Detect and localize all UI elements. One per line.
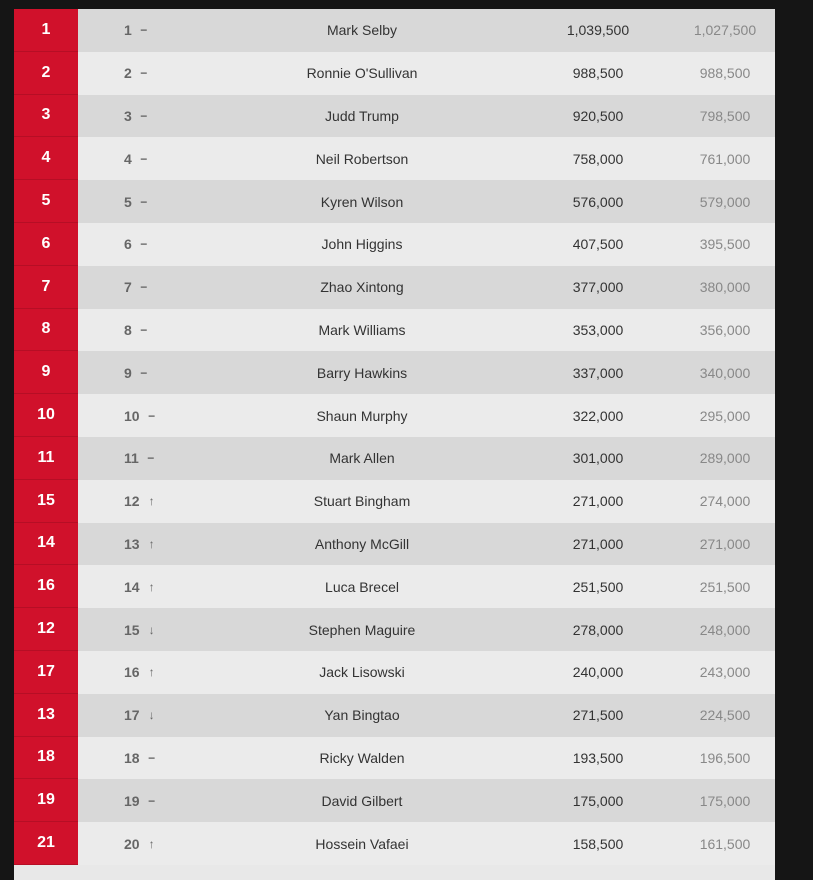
previous-points: 380,000 bbox=[699, 279, 751, 296]
previous-rank: 20 bbox=[124, 835, 140, 852]
previous-rank: 15 bbox=[124, 621, 140, 638]
current-rank: 12 bbox=[14, 608, 78, 651]
previous-points: 289,000 bbox=[699, 450, 751, 467]
previous-rank-cell bbox=[124, 351, 150, 394]
previous-points: 248,000 bbox=[699, 621, 751, 638]
row-cells bbox=[78, 223, 775, 266]
row-cells bbox=[78, 779, 775, 822]
ranking-points: 576,000 bbox=[572, 193, 624, 210]
ranking-points: 175,000 bbox=[572, 792, 624, 809]
trend-dash-icon: − bbox=[140, 194, 148, 209]
player-name[interactable]: Mark Selby bbox=[326, 22, 398, 39]
player-name[interactable]: Shaun Murphy bbox=[316, 407, 408, 424]
trend-dash-icon: − bbox=[140, 322, 148, 337]
previous-points: 271,000 bbox=[699, 535, 751, 552]
player-name[interactable]: Neil Robertson bbox=[315, 150, 409, 167]
table-row[interactable] bbox=[14, 137, 775, 180]
row-cells bbox=[78, 309, 775, 352]
ranking-points: 278,000 bbox=[572, 621, 624, 638]
current-rank: 3 bbox=[14, 95, 78, 138]
previous-rank-cell bbox=[124, 52, 150, 95]
row-cells bbox=[78, 137, 775, 180]
previous-rank: 8 bbox=[124, 321, 132, 338]
current-rank: 7 bbox=[14, 266, 78, 309]
ranking-points: 353,000 bbox=[572, 321, 624, 338]
player-name[interactable]: Ricky Walden bbox=[319, 749, 405, 766]
trend-dash-icon: − bbox=[140, 237, 148, 252]
trend-arrow-up-icon: ↑ bbox=[148, 579, 155, 594]
trend-arrow-down-icon: ↓ bbox=[148, 708, 155, 723]
trend-dash-icon: − bbox=[140, 280, 148, 295]
ranking-points: 407,500 bbox=[572, 236, 624, 253]
previous-rank-cell bbox=[124, 694, 158, 737]
row-cells bbox=[78, 52, 775, 95]
trend-dash-icon: − bbox=[140, 23, 148, 38]
row-cells bbox=[78, 694, 775, 737]
previous-rank: 17 bbox=[124, 707, 140, 724]
trend-dash-icon: − bbox=[148, 793, 156, 808]
row-cells bbox=[78, 608, 775, 651]
ranking-points: 271,000 bbox=[572, 493, 624, 510]
table-row[interactable] bbox=[14, 737, 775, 780]
row-cells bbox=[78, 651, 775, 694]
current-rank: 9 bbox=[14, 351, 78, 394]
table-row[interactable] bbox=[14, 180, 775, 223]
previous-rank-cell bbox=[124, 223, 150, 266]
ranking-points: 758,000 bbox=[572, 150, 624, 167]
previous-rank-cell bbox=[124, 565, 158, 608]
trend-dash-icon: − bbox=[140, 66, 148, 81]
current-rank: 18 bbox=[14, 737, 78, 780]
row-cells bbox=[78, 565, 775, 608]
current-rank: 16 bbox=[14, 565, 78, 608]
trend-dash-icon: − bbox=[148, 408, 156, 423]
previous-points: 224,500 bbox=[699, 707, 751, 724]
previous-rank-cell bbox=[124, 737, 158, 780]
table-row[interactable] bbox=[14, 437, 775, 480]
current-rank: 17 bbox=[14, 651, 78, 694]
previous-points: 243,000 bbox=[699, 664, 751, 681]
rankings-table bbox=[14, 0, 775, 880]
trend-dash-icon: − bbox=[140, 365, 148, 380]
previous-rank-cell bbox=[124, 779, 158, 822]
previous-rank: 9 bbox=[124, 364, 132, 381]
previous-points: 395,500 bbox=[699, 236, 751, 253]
previous-rank: 6 bbox=[124, 236, 132, 253]
table-row[interactable] bbox=[14, 565, 775, 608]
ranking-points: 322,000 bbox=[572, 407, 624, 424]
current-rank: 8 bbox=[14, 309, 78, 352]
table-row[interactable] bbox=[14, 9, 775, 52]
table-row[interactable] bbox=[14, 95, 775, 138]
previous-rank: 19 bbox=[124, 792, 140, 809]
previous-points: 340,000 bbox=[699, 364, 751, 381]
ranking-points: 240,000 bbox=[572, 664, 624, 681]
table-row[interactable] bbox=[14, 223, 775, 266]
previous-rank: 3 bbox=[124, 107, 132, 124]
trend-arrow-up-icon: ↑ bbox=[148, 494, 155, 509]
row-cells bbox=[78, 480, 775, 523]
previous-points: 356,000 bbox=[699, 321, 751, 338]
previous-points: 1,027,500 bbox=[693, 22, 757, 39]
previous-points: 175,000 bbox=[699, 792, 751, 809]
player-name[interactable]: Luca Brecel bbox=[325, 578, 399, 595]
current-rank: 19 bbox=[14, 779, 78, 822]
player-name[interactable]: Kyren Wilson bbox=[320, 193, 404, 210]
previous-rank: 10 bbox=[124, 407, 140, 424]
current-rank: 2 bbox=[14, 52, 78, 95]
previous-rank: 1 bbox=[124, 22, 132, 39]
table-row[interactable] bbox=[14, 52, 775, 95]
row-cells bbox=[78, 437, 775, 480]
trend-arrow-up-icon: ↑ bbox=[148, 536, 155, 551]
table-row[interactable] bbox=[14, 480, 775, 523]
current-rank: 21 bbox=[14, 822, 78, 865]
previous-points: 761,000 bbox=[699, 150, 751, 167]
previous-rank-cell bbox=[124, 9, 150, 52]
ranking-points: 158,500 bbox=[572, 835, 624, 852]
player-name[interactable]: Anthony McGill bbox=[314, 535, 410, 552]
table-row[interactable] bbox=[14, 694, 775, 737]
rankings-rows bbox=[14, 9, 775, 865]
trend-dash-icon: − bbox=[140, 108, 148, 123]
ranking-points: 301,000 bbox=[572, 450, 624, 467]
ranking-points: 377,000 bbox=[572, 279, 624, 296]
ranking-points: 337,000 bbox=[572, 364, 624, 381]
previous-rank-cell bbox=[124, 309, 150, 352]
table-row[interactable] bbox=[14, 523, 775, 566]
previous-points: 988,500 bbox=[699, 65, 751, 82]
previous-points: 295,000 bbox=[699, 407, 751, 424]
current-rank: 10 bbox=[14, 394, 78, 437]
table-row[interactable] bbox=[14, 309, 775, 352]
current-rank: 11 bbox=[14, 437, 78, 480]
previous-rank-cell bbox=[124, 394, 158, 437]
ranking-points: 1,039,500 bbox=[566, 22, 630, 39]
current-rank: 4 bbox=[14, 137, 78, 180]
previous-rank-cell bbox=[124, 95, 150, 138]
ranking-points: 271,500 bbox=[572, 707, 624, 724]
previous-rank: 16 bbox=[124, 664, 140, 681]
previous-rank: 4 bbox=[124, 150, 132, 167]
table-row[interactable] bbox=[14, 651, 775, 694]
previous-rank-cell bbox=[124, 437, 157, 480]
trend-arrow-down-icon: ↓ bbox=[148, 622, 155, 637]
player-name[interactable]: Jack Lisowski bbox=[319, 664, 405, 681]
table-row[interactable] bbox=[14, 608, 775, 651]
player-name[interactable]: Hossein Vafaei bbox=[315, 835, 409, 852]
current-rank: 5 bbox=[14, 180, 78, 223]
player-name[interactable]: Yan Bingtao bbox=[324, 707, 400, 724]
player-name[interactable]: Mark Williams bbox=[318, 321, 406, 338]
row-cells bbox=[78, 9, 775, 52]
previous-rank-cell bbox=[124, 822, 158, 865]
previous-points: 274,000 bbox=[699, 493, 751, 510]
row-cells bbox=[78, 180, 775, 223]
current-rank: 14 bbox=[14, 523, 78, 566]
table-row[interactable] bbox=[14, 351, 775, 394]
table-row[interactable] bbox=[14, 822, 775, 865]
previous-rank: 14 bbox=[124, 578, 140, 595]
previous-rank-cell bbox=[124, 266, 150, 309]
row-cells bbox=[78, 737, 775, 780]
previous-points: 579,000 bbox=[699, 193, 751, 210]
current-rank: 13 bbox=[14, 694, 78, 737]
player-name[interactable]: Ronnie O'Sullivan bbox=[306, 65, 418, 82]
previous-rank: 11 bbox=[124, 450, 139, 467]
previous-rank-cell bbox=[124, 180, 150, 223]
previous-rank: 5 bbox=[124, 193, 132, 210]
player-name[interactable]: Judd Trump bbox=[325, 107, 399, 124]
table-row[interactable] bbox=[14, 779, 775, 822]
previous-points: 251,500 bbox=[699, 578, 751, 595]
previous-rank-cell bbox=[124, 651, 158, 694]
ranking-points: 988,500 bbox=[572, 65, 624, 82]
row-cells bbox=[78, 351, 775, 394]
trend-dash-icon: − bbox=[140, 151, 148, 166]
current-rank: 6 bbox=[14, 223, 78, 266]
previous-rank: 18 bbox=[124, 749, 140, 766]
table-row[interactable] bbox=[14, 266, 775, 309]
ranking-points: 920,500 bbox=[572, 107, 624, 124]
previous-points: 798,500 bbox=[699, 107, 751, 124]
player-name[interactable]: Zhao Xintong bbox=[320, 279, 404, 296]
current-rank: 1 bbox=[14, 9, 78, 52]
current-rank: 15 bbox=[14, 480, 78, 523]
trend-arrow-up-icon: ↑ bbox=[148, 665, 155, 680]
table-row[interactable] bbox=[14, 394, 775, 437]
previous-rank: 7 bbox=[124, 279, 132, 296]
ranking-points: 271,000 bbox=[572, 535, 624, 552]
player-name[interactable]: Barry Hawkins bbox=[316, 364, 408, 381]
row-cells bbox=[78, 822, 775, 865]
player-name[interactable]: Mark Allen bbox=[329, 450, 395, 467]
row-cells bbox=[78, 394, 775, 437]
trend-arrow-up-icon: ↑ bbox=[148, 836, 155, 851]
row-cells bbox=[78, 95, 775, 138]
previous-rank-cell bbox=[124, 480, 158, 523]
previous-rank: 2 bbox=[124, 65, 132, 82]
previous-rank: 13 bbox=[124, 535, 140, 552]
previous-rank-cell bbox=[124, 137, 150, 180]
row-cells bbox=[78, 266, 775, 309]
player-name[interactable]: David Gilbert bbox=[321, 792, 403, 809]
trend-dash-icon: − bbox=[147, 451, 155, 466]
previous-rank-cell bbox=[124, 608, 158, 651]
player-name[interactable]: John Higgins bbox=[321, 236, 403, 253]
player-name[interactable]: Stuart Bingham bbox=[313, 493, 411, 510]
trend-dash-icon: − bbox=[148, 750, 156, 765]
previous-rank: 12 bbox=[124, 493, 140, 510]
ranking-points: 251,500 bbox=[572, 578, 624, 595]
previous-points: 161,500 bbox=[699, 835, 751, 852]
player-name[interactable]: Stephen Maguire bbox=[308, 621, 416, 638]
row-cells bbox=[78, 523, 775, 566]
ranking-points: 193,500 bbox=[572, 749, 624, 766]
table-header-bar bbox=[14, 0, 775, 9]
previous-points: 196,500 bbox=[699, 749, 751, 766]
previous-rank-cell bbox=[124, 523, 158, 566]
